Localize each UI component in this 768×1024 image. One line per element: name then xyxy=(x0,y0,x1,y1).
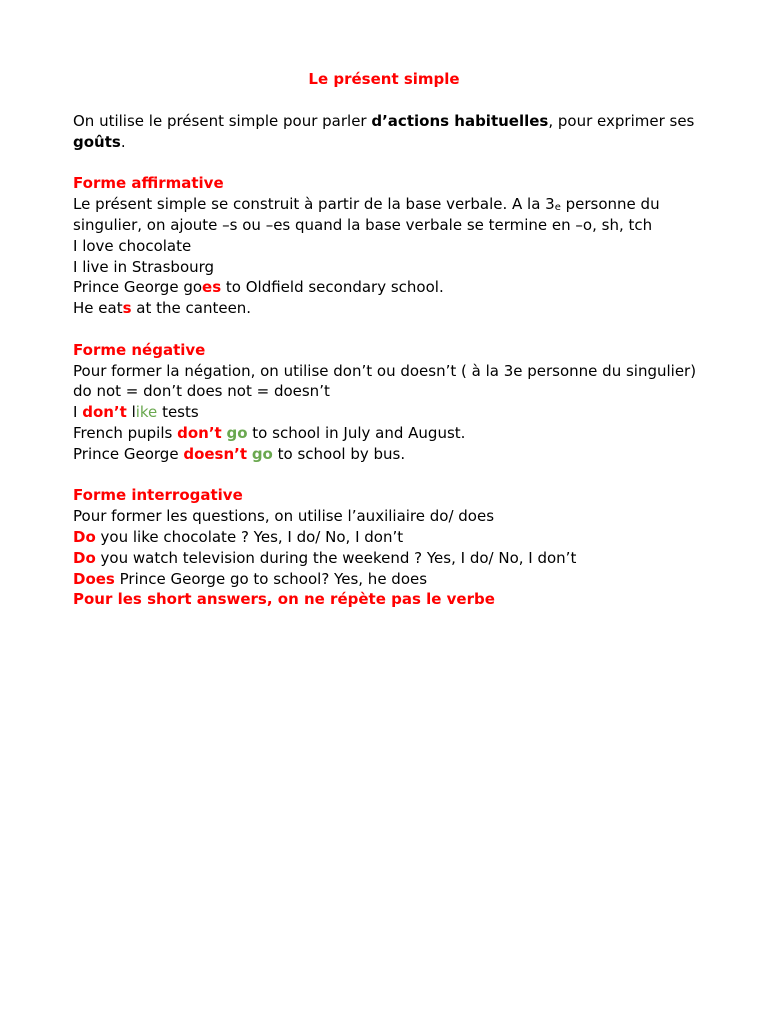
interrogative-question-1 xyxy=(73,527,713,548)
example-text: Prince George xyxy=(73,444,184,463)
negative-example-3 xyxy=(73,444,713,465)
affirmative-rule-line-1 xyxy=(73,194,713,215)
intro-bold-tastes: goûts xyxy=(73,132,121,151)
auxiliary-highlight: don’t xyxy=(82,403,127,422)
intro-text: , pour exprimer ses xyxy=(548,112,695,130)
interrogative-question-2 xyxy=(73,548,713,569)
negative-example-1 xyxy=(73,402,713,423)
auxiliary-highlight: Do xyxy=(73,548,96,567)
example-text: He eat xyxy=(73,299,123,318)
affirmative-rule-line-2: singulier, on ajoute –s ou –es quand la base verbale se termine en –o, sh, tch xyxy=(73,215,653,234)
interrogative-question-3 xyxy=(73,569,713,590)
rule-text: Le présent simple se construit à partir de la base verbale. A la 3 xyxy=(73,195,555,214)
example-text: to school by bus. xyxy=(272,444,406,463)
auxiliary-highlight: Do xyxy=(73,527,96,546)
rule-text: personne du xyxy=(560,195,660,214)
auxiliary-highlight: Does xyxy=(73,569,115,588)
section-heading-negative: Forme négative xyxy=(73,340,206,359)
document-body xyxy=(73,111,713,610)
intro-bold-habits: d’actions habituelles xyxy=(371,112,549,130)
example-text: I xyxy=(73,403,83,422)
section-heading-interrogative: Forme interrogative xyxy=(73,486,243,505)
example-text: Prince George go to school? Yes, he does xyxy=(114,569,428,588)
verb-highlight: go xyxy=(251,444,273,463)
ordinal-superscript: e xyxy=(554,202,561,214)
negative-rule: Pour former la négation, on utilise don’t ou doesn’t ( à la 3e personne du singulier) xyxy=(73,361,697,380)
example-text: you like chocolate ? Yes, I do/ No, I don’t xyxy=(95,527,404,546)
auxiliary-highlight: don’t xyxy=(177,423,222,442)
verb-highlight: ike xyxy=(135,403,158,422)
affirmative-example-2: I live in Strasbourg xyxy=(73,257,215,276)
negative-example-2 xyxy=(73,423,713,444)
negative-contractions: do not = don’t does not = doesn’t xyxy=(73,382,330,401)
intro-line-2 xyxy=(73,132,713,153)
example-text: l xyxy=(126,403,136,422)
verb-highlight: go xyxy=(226,423,248,442)
affirmative-example-3 xyxy=(73,277,713,298)
intro-line-1 xyxy=(73,111,713,132)
example-text: to Oldfield secondary school. xyxy=(221,278,444,297)
example-text: to school in July and August. xyxy=(247,423,466,442)
affirmative-example-4 xyxy=(73,298,713,319)
section-heading-affirmative: Forme affirmative xyxy=(73,174,224,193)
example-text: tests xyxy=(157,403,199,422)
affirmative-example-1: I love chocolate xyxy=(73,236,192,255)
short-answers-note: Pour les short answers, on ne répète pas le verbe xyxy=(73,590,495,609)
ending-highlight: es xyxy=(202,278,222,297)
example-text: French pupils xyxy=(73,423,178,442)
example-text: Prince George go xyxy=(73,278,203,297)
auxiliary-highlight: doesn’t xyxy=(183,444,248,463)
example-text: at the canteen. xyxy=(131,299,252,318)
ending-highlight: s xyxy=(122,299,132,318)
interrogative-rule: Pour former les questions, on utilise l’auxiliaire do/ does xyxy=(73,507,495,526)
page-title: Le présent simple xyxy=(308,70,460,88)
intro-text: On utilise le présent simple pour parler xyxy=(73,112,372,130)
example-text: you watch television during the weekend ? Yes, I do/ No, I don’t xyxy=(95,548,577,567)
intro-text: . xyxy=(120,132,126,151)
